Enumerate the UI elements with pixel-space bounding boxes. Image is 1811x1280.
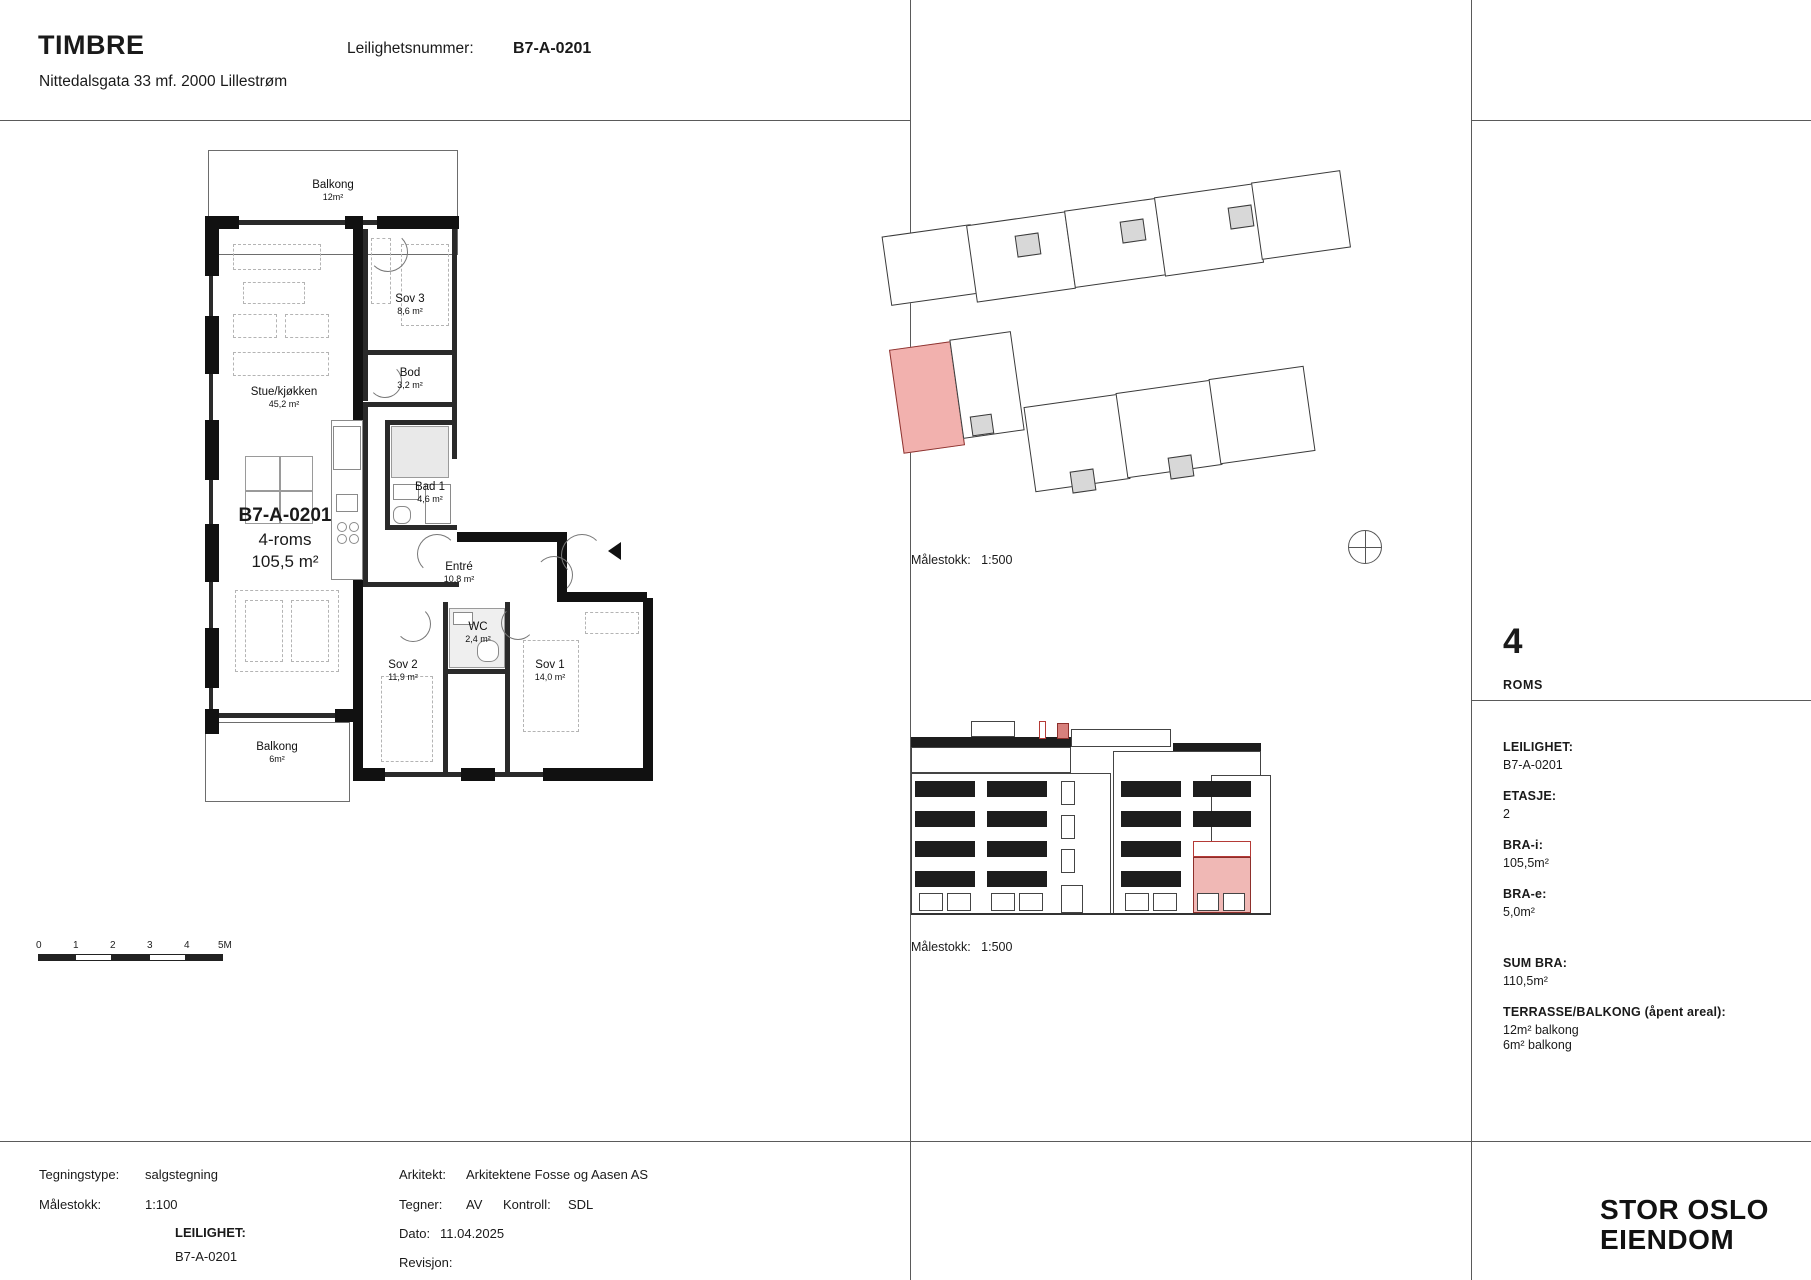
tb-apartment-value: B7-A-0201 — [175, 1249, 238, 1264]
wall-int-bad-top — [385, 420, 457, 425]
site-block-a3 — [1064, 198, 1166, 288]
wall-int-bad-left — [385, 420, 390, 530]
facade-scale — [911, 940, 1012, 954]
door-arc-sov2 — [395, 606, 431, 642]
situation-scale-value: 1:500 — [981, 553, 1013, 567]
room-label-entre: Entré 10,8 m² — [443, 561, 475, 585]
furniture-dining-chairs-1 — [245, 600, 283, 662]
room-label-stue-kjokken: Stue/kjøkken 45,2 m² — [250, 386, 318, 410]
wall-exterior-left-3 — [205, 420, 219, 480]
tb-date-key: Dato: — [399, 1226, 431, 1241]
furniture-lounge-chair-2 — [285, 314, 329, 338]
tb-date-value: 11.04.2025 — [440, 1226, 505, 1241]
facade-window-l1 — [919, 893, 943, 911]
room-label-balkong-bottom: Balkong 6m² — [256, 741, 298, 765]
room-label-sov2: Sov 2 11,9 m² — [388, 659, 418, 683]
wall-bedroom-bottom-2 — [461, 768, 495, 781]
middle-column — [911, 0, 1471, 1140]
fact-key-leilighet: LEILIGHET: — [1503, 740, 1574, 754]
fact-value-sum-bra: 110,5m² — [1503, 974, 1548, 988]
wall-exterior-left-glass-3 — [209, 480, 213, 524]
facade-chimney-1 — [1039, 721, 1046, 739]
facade-window-rr2 — [1223, 893, 1245, 911]
company-logo-line1: STOR OSLO — [1600, 1194, 1769, 1225]
tb-drawer-key: Tegner: — [399, 1197, 443, 1212]
scalebar-end-label: 5M — [218, 940, 232, 951]
facade-chimney-2 — [1057, 723, 1069, 739]
tb-scale-value: 1:100 — [145, 1197, 178, 1212]
wall-bedroom-bottom-3 — [543, 768, 573, 781]
wall-int-kitchen-right — [363, 407, 368, 587]
door-arc-main — [561, 534, 603, 576]
wall-exterior-right-lower — [643, 598, 653, 781]
fact-key-etasje: ETASJE: — [1503, 789, 1557, 803]
facade-balcony-rr2 — [1193, 811, 1251, 827]
facade-balcony-m2 — [987, 811, 1047, 827]
facade-window-m2 — [1019, 893, 1043, 911]
wall-exterior-left-1 — [205, 228, 219, 276]
plan-scalebar — [38, 940, 298, 974]
room-label-sov3: Sov 3 8,6 m² — [395, 293, 425, 317]
fact-value-leilighet: B7-A-0201 — [1503, 758, 1563, 772]
wall-bedroom-block-left — [353, 600, 363, 780]
wall-bedroom-bottom-4 — [573, 768, 653, 781]
furniture-side-unit — [233, 352, 329, 376]
facade-window-r2 — [1153, 893, 1177, 911]
scalebar-seg-3 — [112, 954, 149, 961]
tb-control-key: Kontroll: — [503, 1197, 551, 1212]
tb-architect-value: Arkitektene Fosse og Aasen AS — [466, 1167, 649, 1182]
facade-roof-box — [971, 721, 1015, 737]
facade-scale-value: 1:500 — [981, 940, 1013, 954]
plan-unit-area: 105,5 m² — [251, 551, 319, 571]
room-label-sov1: Sov 1 14,0 m² — [534, 659, 566, 683]
wall-exterior-bottom-left — [205, 709, 219, 722]
site-core-c2 — [1168, 454, 1195, 479]
project-brand: TIMBRE — [38, 30, 145, 60]
scalebar-tick-2: 2 — [110, 940, 116, 951]
facade-balcony-m3 — [987, 841, 1047, 857]
wall-int-sov2-right — [443, 602, 448, 772]
facade-balcony-rr1 — [1193, 781, 1251, 797]
plan-unit-id: B7-A-0201 — [238, 505, 332, 526]
facts-column — [1472, 0, 1811, 1140]
facade-entrance-door — [1061, 885, 1083, 913]
furniture-dining-divider-h — [245, 490, 313, 492]
facade-balcony-rr3-highlight — [1193, 841, 1251, 857]
site-core-a3 — [1228, 204, 1255, 229]
site-block-a4 — [1154, 183, 1264, 276]
unit-number-value: B7-A-0201 — [513, 40, 592, 57]
floor-plan-area — [0, 120, 910, 1140]
sheet-header — [0, 0, 910, 120]
scalebar-tick-1: 1 — [73, 940, 79, 951]
scalebar-seg-2 — [75, 954, 112, 961]
tb-apartment-key: LEILIGHET: — [175, 1225, 246, 1240]
project-address: Nittedalsgata 33 mf. 2000 Lillestrøm — [39, 73, 288, 90]
site-block-a1 — [882, 224, 981, 306]
wall-int-bad-bottom — [385, 525, 457, 530]
fact-key-sum-bra: SUM BRA: — [1503, 956, 1568, 970]
tb-drawing-type-key: Tegningstype: — [39, 1167, 120, 1182]
room-label-bod: Bod 3,2 m² — [397, 367, 423, 391]
site-block-c3 — [1208, 366, 1315, 465]
plan-unit-summary — [215, 504, 355, 573]
wall-exterior-left-5 — [205, 628, 219, 688]
fact-key-terrasse: TERRASSE/BALKONG (åpent areal): — [1503, 1005, 1726, 1019]
wall-exterior-top-right — [377, 216, 459, 229]
facade-balcony-r2 — [1121, 811, 1181, 827]
furniture-lounge-chair-1 — [233, 314, 277, 338]
wall-int-wc-bottom — [443, 669, 510, 674]
facade-stair-window-2 — [1061, 815, 1075, 839]
wall-exterior-left-glass-4 — [209, 582, 213, 628]
facade-drawing — [911, 715, 1371, 915]
unit-number-label: Leilighetsnummer: — [347, 40, 474, 57]
facade-stair-window-3 — [1061, 849, 1075, 873]
facade-balcony-l2 — [915, 811, 975, 827]
floor-plan-drawing — [205, 120, 805, 910]
facade-balcony-m1 — [987, 781, 1047, 797]
furniture-bed-sov2 — [381, 676, 433, 762]
wall-exterior-top-left — [205, 216, 239, 229]
tb-drawer-value: AV — [466, 1197, 483, 1212]
facade-balcony-r3 — [1121, 841, 1181, 857]
facade-window-m1 — [991, 893, 1015, 911]
company-logo-line2: EIENDOM — [1600, 1224, 1735, 1256]
tb-architect-key: Arkitekt: — [399, 1167, 446, 1182]
furniture-wardrobe-sov1 — [585, 612, 639, 634]
company-logo — [1600, 1195, 1769, 1255]
site-core-b1 — [970, 414, 995, 437]
facade-window-r1 — [1125, 893, 1149, 911]
kitchen-upper-cabinet — [333, 426, 361, 470]
site-core-a1 — [1015, 232, 1042, 257]
facade-stair-window-1 — [1061, 781, 1075, 805]
room-label-wc: WC 2,4 m² — [465, 621, 491, 645]
fact-key-brae: BRA-e: — [1503, 887, 1547, 901]
north-arrow-icon — [1348, 530, 1382, 564]
furniture-dining-chairs-2 — [291, 600, 329, 662]
furniture-sofa — [233, 244, 321, 270]
situation-scale-label: Målestokk: — [911, 553, 971, 567]
room-label-balkong-top: Balkong 12m² — [312, 179, 354, 203]
room-label-bad1: Bad 1 4,6 m² — [414, 481, 446, 505]
wall-exterior-top-mid — [345, 216, 363, 229]
wall-int-bod-bottom — [363, 402, 457, 407]
scalebar-tick-0: 0 — [36, 940, 42, 951]
furniture-bed-sov1 — [523, 640, 579, 732]
tb-control-value: SDL — [568, 1197, 594, 1212]
window-top-2 — [363, 220, 377, 225]
wall-int-sov3-bottom — [363, 350, 457, 355]
rooms-count: 4 — [1503, 622, 1523, 661]
site-block-a5 — [1251, 170, 1351, 260]
facade-balcony-m4 — [987, 871, 1047, 887]
fact-value-brai: 105,5m² — [1503, 856, 1549, 870]
fact-value-brae: 5,0m² — [1503, 905, 1535, 919]
bathroom-shower — [391, 426, 449, 478]
bathroom-toilet — [393, 506, 411, 524]
facade-balcony-r1 — [1121, 781, 1181, 797]
scalebar-seg-5 — [186, 954, 223, 961]
door-arc-sov3 — [368, 232, 408, 272]
facade-balcony-l3 — [915, 841, 975, 857]
rooms-word: ROMS — [1503, 678, 1543, 692]
wall-entry-top — [457, 532, 559, 542]
fact-value-terrasse-1: 12m² balkong — [1503, 1023, 1579, 1037]
window-sov2-bottom — [385, 772, 461, 777]
entrance-direction-icon — [608, 542, 621, 560]
site-core-a2 — [1120, 218, 1147, 243]
facade-window-rr1 — [1197, 893, 1219, 911]
plan-unit-type: 4-roms — [258, 529, 312, 549]
window-sov1-bottom — [495, 772, 543, 777]
facade-balcony-r4 — [1121, 871, 1181, 887]
facade-window-l2 — [947, 893, 971, 911]
wall-exterior-left-2 — [205, 316, 219, 374]
window-top-1 — [239, 220, 345, 225]
wall-exterior-left-glass — [209, 276, 213, 316]
facade-balcony-l4 — [915, 871, 975, 887]
facade-roof-band — [911, 737, 1071, 747]
scalebar-tick-4: 4 — [184, 940, 190, 951]
facade-balcony-l1 — [915, 781, 975, 797]
wall-bedroom-bottom-1 — [353, 768, 385, 781]
situation-scale — [911, 553, 1012, 567]
scalebar-seg-1 — [38, 954, 75, 961]
tb-scale-key: Målestokk: — [39, 1197, 102, 1212]
facade-roof-band-right — [1173, 743, 1261, 751]
wall-exterior-left-glass-2 — [209, 374, 213, 420]
title-block — [0, 1141, 1811, 1280]
facade-ground-line — [911, 913, 1271, 915]
situation-plan — [911, 250, 1471, 650]
wall-entry-bottom-right — [557, 592, 647, 602]
fact-key-brai: BRA-i: — [1503, 838, 1544, 852]
fact-value-etasje: 2 — [1503, 807, 1510, 821]
facade-left-body — [911, 747, 1071, 773]
tb-revision-key: Revisjon: — [399, 1255, 453, 1270]
site-core-c1 — [1070, 468, 1097, 493]
facts-list — [1503, 740, 1793, 1052]
fact-value-terrasse-2: 6m² balkong — [1503, 1038, 1572, 1052]
tb-drawing-type-value: salgstegning — [145, 1167, 218, 1182]
window-bottom-1 — [219, 713, 335, 718]
scalebar-seg-4 — [149, 954, 186, 961]
facade-scale-label: Målestokk: — [911, 940, 971, 954]
furniture-coffee-table — [243, 282, 305, 304]
facade-upper-right-roof — [1071, 729, 1171, 747]
scalebar-tick-3: 3 — [147, 940, 153, 951]
